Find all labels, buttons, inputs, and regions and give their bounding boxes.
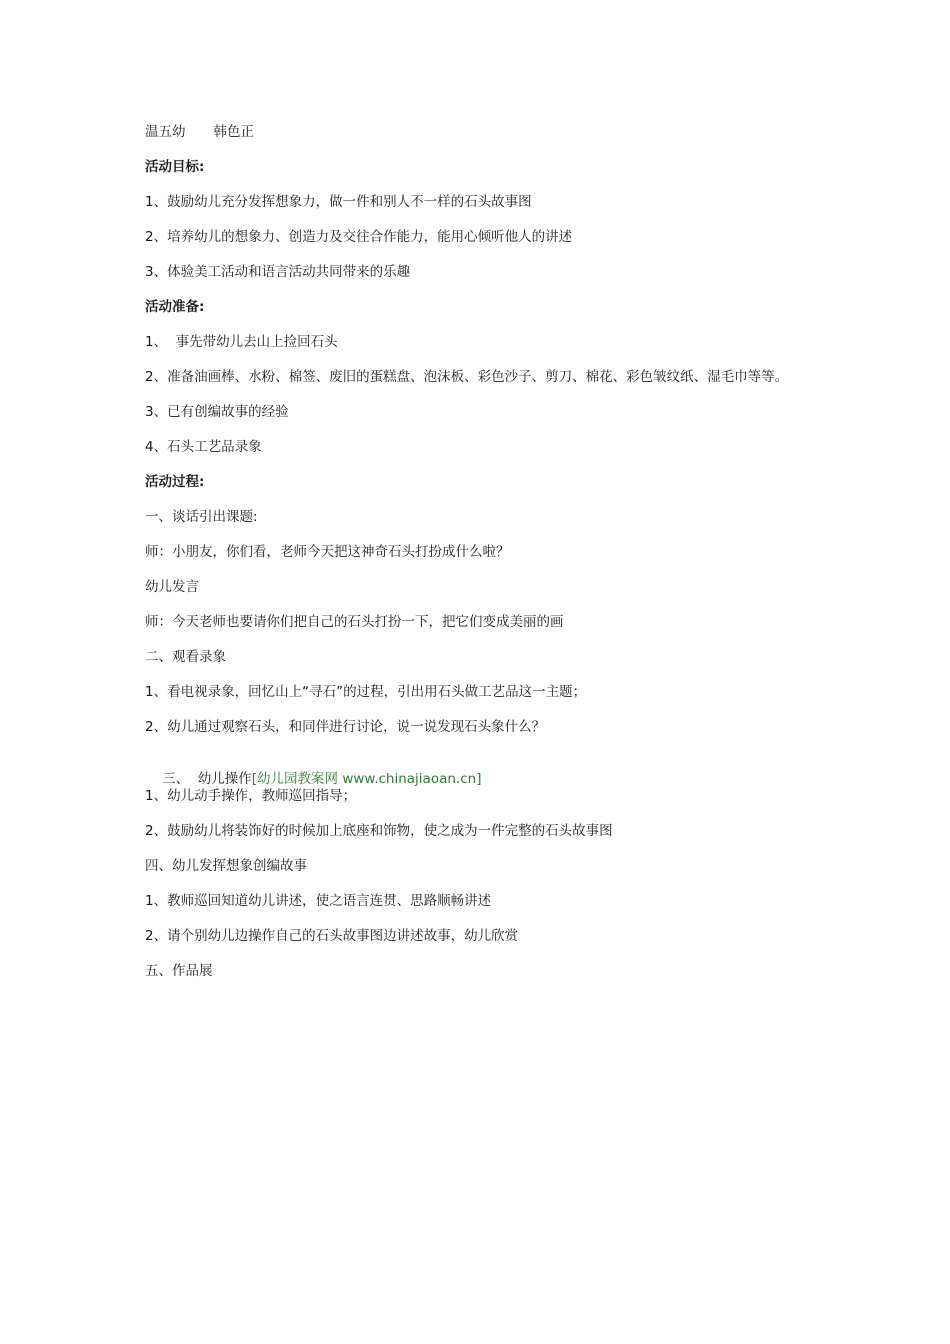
goal-item: 1、鼓励幼儿充分发挥想象力，做一件和别人不一样的石头故事图 xyxy=(145,194,532,210)
preparation-heading: 活动准备: xyxy=(145,299,205,315)
author-line xyxy=(145,123,254,141)
school-name: 温五幼 xyxy=(145,124,186,140)
paragraph: 2、幼儿通过观察石头，和同伴进行讨论，说一说发现石头象什么？ xyxy=(145,719,546,735)
section-title: 一、谈话引出课题: xyxy=(145,509,258,525)
goal-item: 3、体验美工活动和语言活动共同带来的乐趣 xyxy=(145,264,411,280)
goal-item: 2、培养幼儿的想象力、创造力及交往合作能力，能用心倾听他人的讲述 xyxy=(145,229,573,245)
section-title-text: 三、 幼儿操作 xyxy=(162,771,252,787)
preparation-item: 3、已有创编故事的经验 xyxy=(145,404,289,420)
paragraph: 师：小朋友，你们看，老师今天把这神奇石头打扮成什么啦？ xyxy=(145,544,510,560)
paragraph: 1、幼儿动手操作，教师巡回指导； xyxy=(145,788,357,804)
section-title: 二、观看录象 xyxy=(145,649,226,665)
paragraph: 2、请个别幼儿边操作自己的石头故事图边讲述故事，幼儿欣赏 xyxy=(145,928,519,944)
paragraph: 2、鼓励幼儿将装饰好的时候加上底座和饰物，使之成为一件完整的石头故事图 xyxy=(145,823,613,839)
preparation-item: 1、 事先带幼儿去山上捡回石头 xyxy=(145,334,338,350)
goals-heading: 活动目标: xyxy=(145,159,205,175)
section-title: 四、幼儿发挥想象创编故事 xyxy=(145,858,307,874)
paragraph: 1、教师巡回知道幼儿讲述，使之语言连贯、思路顺畅讲述 xyxy=(145,893,492,909)
paragraph: 1、看电视录象，回忆山上“寻石”的过程，引出用石头做工艺品这一主题； xyxy=(145,684,587,700)
section-title: 五、作品展 xyxy=(145,963,213,979)
preparation-item: 4、石头工艺品录象 xyxy=(145,439,262,455)
paragraph: 幼儿发言 xyxy=(145,579,199,595)
preparation-item: 2、准备油画棒、水粉、棉签、废旧的蛋糕盘、泡沫板、彩色沙子、剪刀、棉花、彩色皱纹纸、湿毛巾等等。 xyxy=(145,369,789,385)
author-name: 韩色正 xyxy=(213,124,254,140)
site-link[interactable]: [幼儿园教案网 www.chinajiaoan.cn] xyxy=(251,771,482,787)
process-heading: 活动过程: xyxy=(145,474,205,490)
paragraph: 师：今天老师也要请你们把自己的石头打扮一下，把它们变成美丽的画 xyxy=(145,614,564,630)
